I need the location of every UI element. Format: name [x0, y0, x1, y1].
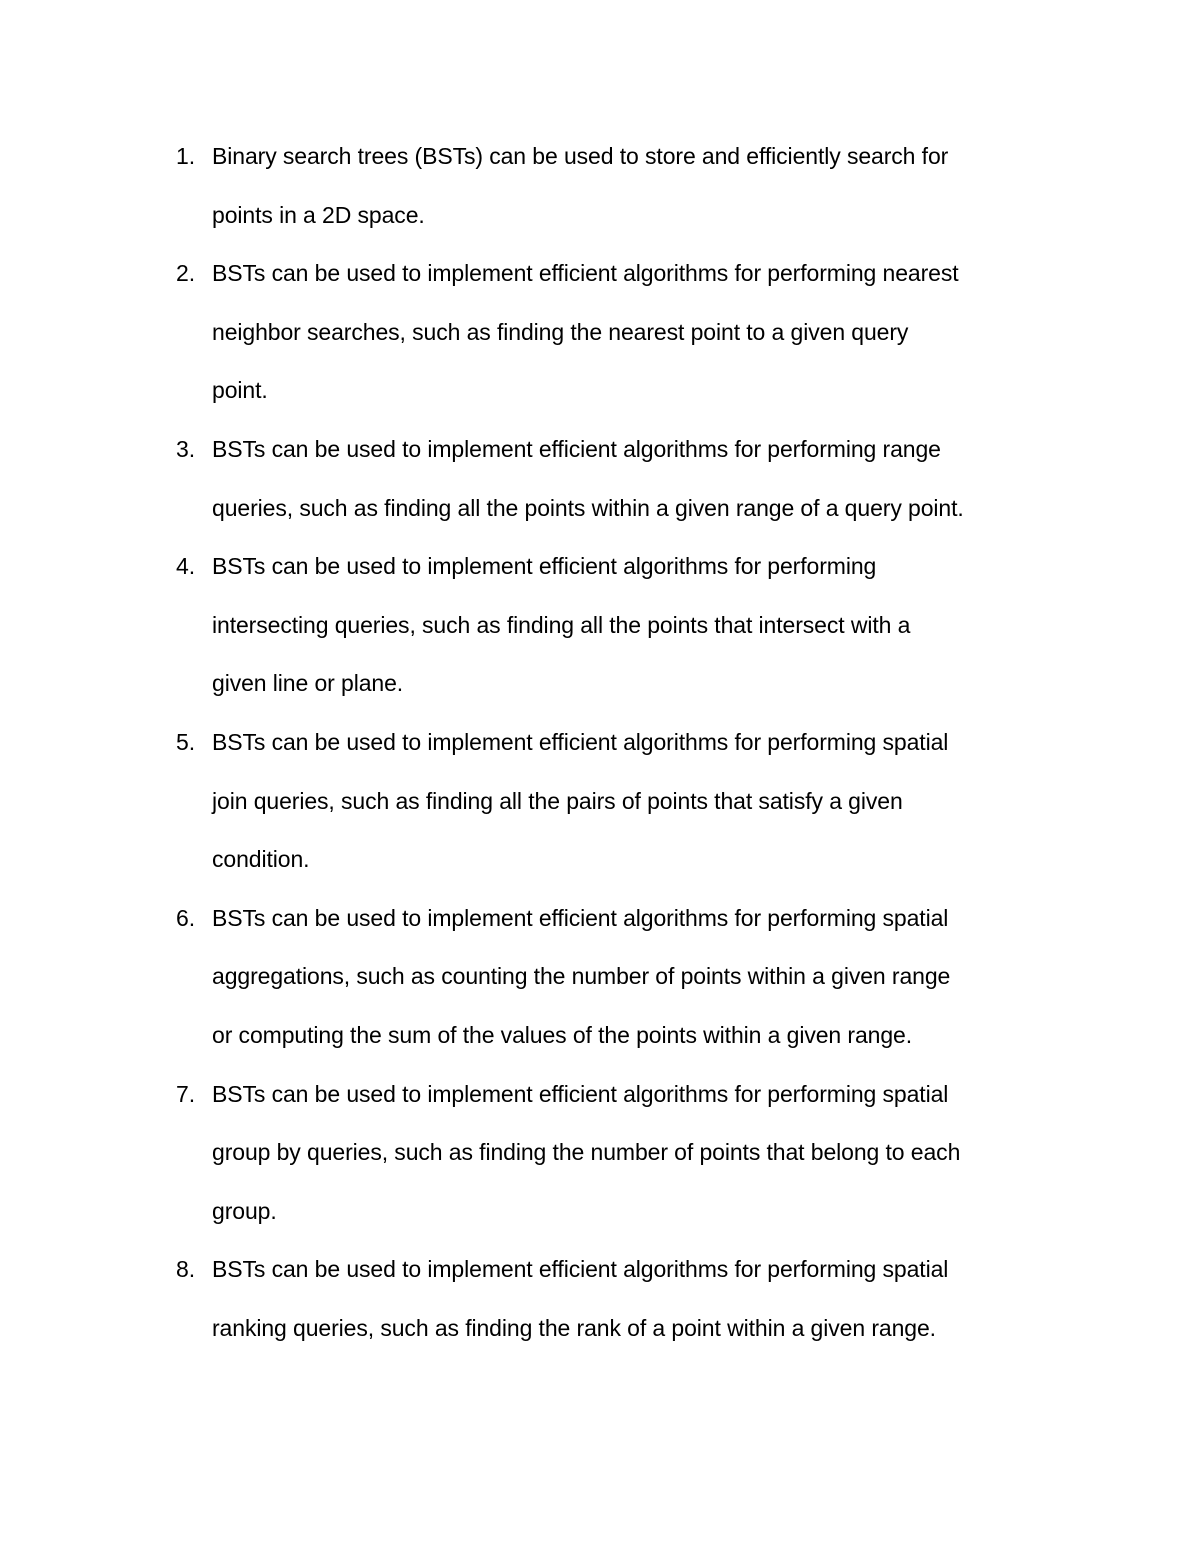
list-item-text [212, 1240, 1072, 1357]
list-item-number: 1. [176, 143, 196, 169]
text-line: point. [212, 377, 268, 404]
list-item-number: 3. [176, 435, 196, 462]
text-line: neighbor searches, such as finding the nearest point to a given query [212, 318, 909, 345]
list-item [0, 127, 1200, 244]
text-line: BSTs can be used to implement efficient algorithms for performing spatial [212, 1256, 949, 1283]
text-line: group by queries, such as finding the number of points that belong to each [212, 1139, 961, 1166]
text-line: BSTs can be used to implement efficient algorithms for performing spatial [212, 1080, 949, 1107]
text-line: BSTs can be used to implement efficient algorithms for performing range [212, 435, 941, 462]
text-line: aggregations, such as counting the number of points within a given range [212, 963, 951, 990]
list-item-text [212, 1065, 1072, 1241]
list-item-text [212, 713, 1072, 889]
text-line: BSTs can be used to implement efficient algorithms for performing [212, 553, 877, 580]
text-line: group. [212, 1197, 277, 1224]
text-line: intersecting queries, such as finding all the points that intersect with a [212, 611, 911, 638]
list-item-text [212, 127, 1072, 244]
list-item-text [212, 244, 1072, 420]
list-item [0, 537, 1200, 713]
list-item-number: 4. [176, 553, 196, 580]
list-item-number: 5. [176, 728, 196, 755]
list-item [0, 1065, 1200, 1241]
list-item [0, 1240, 1200, 1357]
text-line: Binary search trees (BSTs) can be used to store and efficiently search for [212, 143, 949, 169]
list-item [0, 713, 1200, 889]
text-line: BSTs can be used to implement efficient algorithms for performing spatial [212, 728, 949, 755]
text-line: join queries, such as finding all the pairs of points that satisfy a given [212, 787, 903, 814]
text-line: BSTs can be used to implement efficient algorithms for performing nearest [212, 260, 959, 287]
list-item-number: 8. [176, 1256, 196, 1283]
list-item-number: 7. [176, 1080, 196, 1107]
list-item-text [212, 420, 1072, 537]
list-item-number: 2. [176, 260, 196, 287]
text-line: or computing the sum of the values of the points within a given range. [212, 1021, 913, 1048]
list-item-number: 6. [176, 904, 196, 931]
list-item [0, 244, 1200, 420]
text-line: ranking queries, such as finding the rank of a point within a given range. [212, 1314, 936, 1341]
list-item [0, 889, 1200, 1065]
list-item-text [212, 889, 1072, 1065]
list-item [0, 420, 1200, 537]
text-line: condition. [212, 846, 310, 873]
text-line: BSTs can be used to implement efficient algorithms for performing spatial [212, 904, 949, 931]
numbered-list [0, 127, 1200, 1357]
text-line: given line or plane. [212, 670, 404, 697]
list-item-text [212, 537, 1072, 713]
text-line: queries, such as finding all the points within a given range of a query point. [212, 494, 964, 521]
text-line: points in a 2D space. [212, 201, 425, 228]
